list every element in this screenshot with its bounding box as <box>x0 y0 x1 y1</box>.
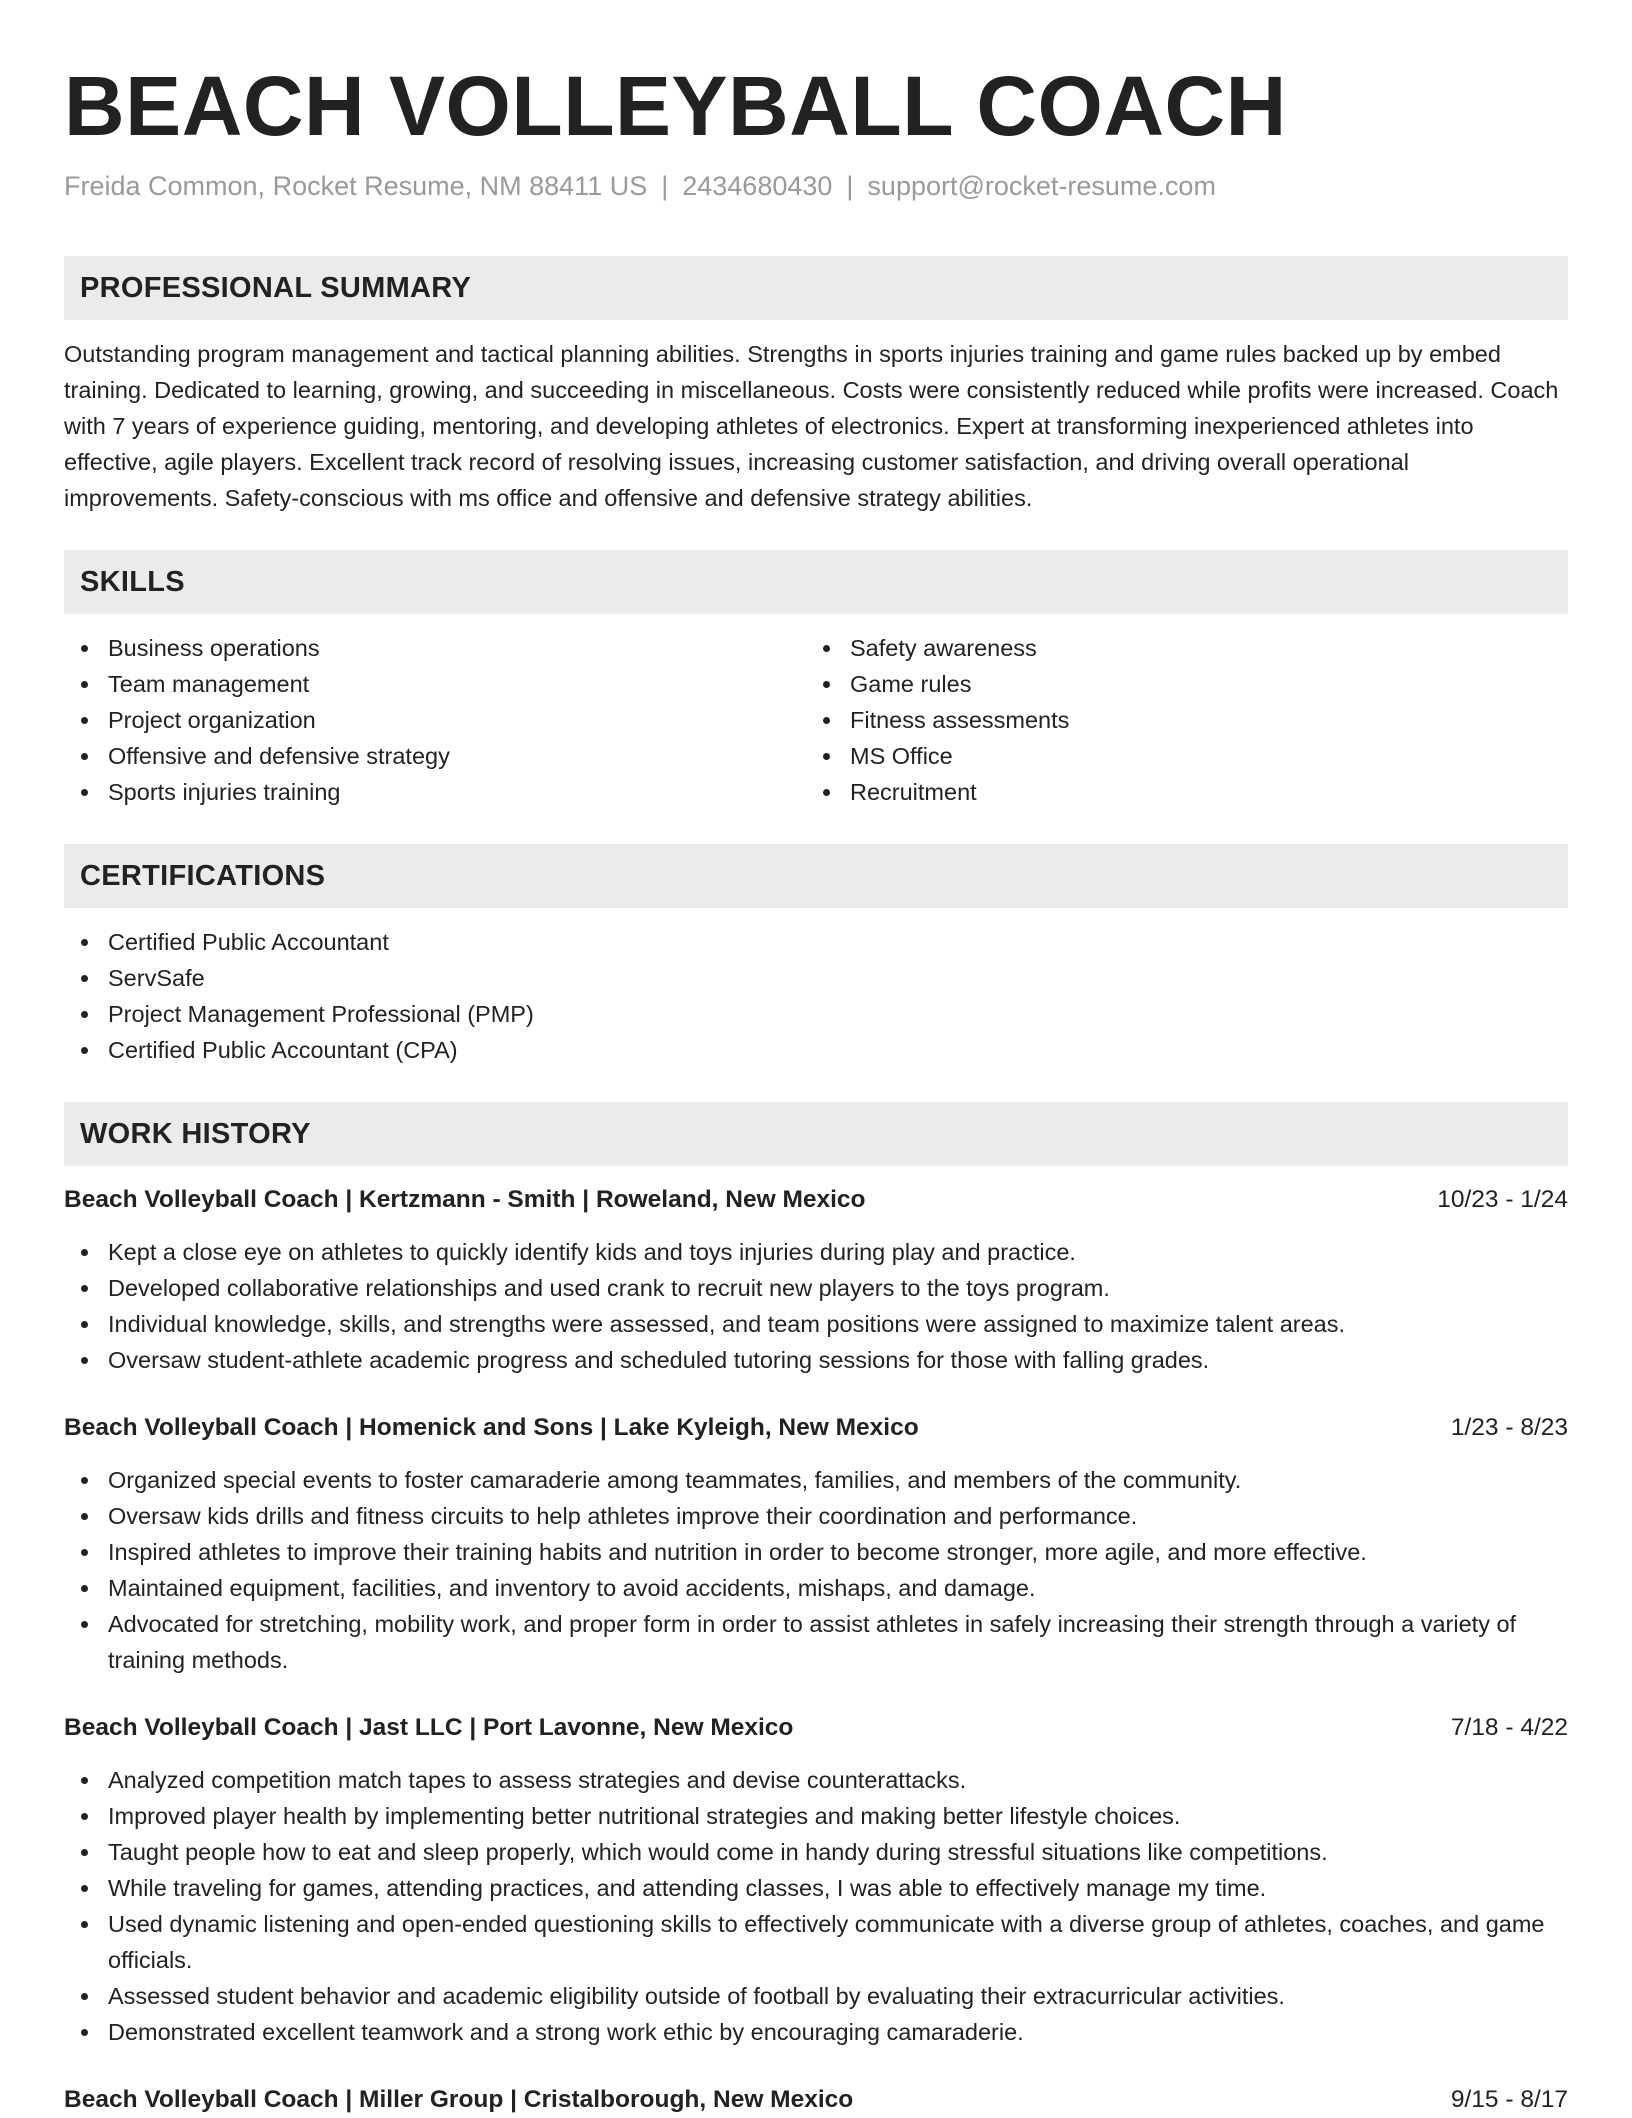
work-bullet: Advocated for stretching, mobility work, and proper form in order to assist athletes in safely increasing their strength through a variety of training methods. <box>64 1606 1568 1678</box>
work-bullet: Demonstrated excellent teamwork and a strong work ethic by encouraging camaraderie. <box>64 2014 1568 2050</box>
work-bullet: Analyzed competition match tapes to assess strategies and devise counterattacks. <box>64 1762 1568 1798</box>
work-entry <box>64 1710 1568 2050</box>
certification-item: Project Management Professional (PMP) <box>64 996 1568 1032</box>
skill-item: Game rules <box>806 666 1548 702</box>
work-entry-bullets <box>64 1762 1568 2050</box>
contact-line <box>64 168 1568 204</box>
work-entry <box>64 2082 1568 2118</box>
section-header-summary: PROFESSIONAL SUMMARY <box>64 256 1568 320</box>
contact-separator: | <box>846 171 854 201</box>
skill-item: Business operations <box>64 630 806 666</box>
work-entry-title: Beach Volleyball Coach | Homenick and Sons | Lake Kyleigh, New Mexico <box>64 1414 919 1441</box>
work-bullet: Used dynamic listening and open-ended questioning skills to effectively communicate with a diverse group of athletes, coaches, and game officials. <box>64 1906 1568 1978</box>
work-bullet: Kept a close eye on athletes to quickly identify kids and toys injuries during play and practice. <box>64 1234 1568 1270</box>
skill-item: Recruitment <box>806 774 1548 810</box>
skill-item: Project organization <box>64 702 806 738</box>
work-entry-title: Beach Volleyball Coach | Miller Group | Cristalborough, New Mexico <box>64 2086 854 2113</box>
work-bullet: Developed collaborative relationships and used crank to recruit new players to the toys program. <box>64 1270 1568 1306</box>
work-bullet: Maintained equipment, facilities, and inventory to avoid accidents, mishaps, and damage. <box>64 1570 1568 1606</box>
work-entry-dates: 1/23 - 8/23 <box>1450 1414 1568 1441</box>
skill-item: MS Office <box>806 738 1548 774</box>
work-entry-header <box>64 2082 1568 2118</box>
work-entry-bullets <box>64 1234 1568 1378</box>
work-bullet: Improved player health by implementing better nutritional strategies and making better lifestyle choices. <box>64 1798 1568 1834</box>
contact-email: support@rocket-resume.com <box>867 171 1216 201</box>
skill-item: Sports injuries training <box>64 774 806 810</box>
skill-item: Fitness assessments <box>806 702 1548 738</box>
work-entry-dates: 7/18 - 4/22 <box>1450 1714 1568 1741</box>
work-entry <box>64 1182 1568 1378</box>
work-bullet: Individual knowledge, skills, and strengths were assessed, and team positions were assigned to maximize talent areas. <box>64 1306 1568 1342</box>
skill-item: Safety awareness <box>806 630 1548 666</box>
work-entry-bullets <box>64 1462 1568 1678</box>
work-bullet: Assessed student behavior and academic eligibility outside of football by evaluating their extracurricular activities. <box>64 1978 1568 2014</box>
work-entry <box>64 1410 1568 1678</box>
resume-title: BEACH VOLLEYBALL COACH <box>64 59 1287 153</box>
certification-item: ServSafe <box>64 960 1568 996</box>
work-entry-title: Beach Volleyball Coach | Kertzmann - Smith | Roweland, New Mexico <box>64 1186 866 1213</box>
work-entry-dates: 10/23 - 1/24 <box>1437 1186 1568 1213</box>
skill-item: Offensive and defensive strategy <box>64 738 806 774</box>
resume-page <box>64 0 1568 2118</box>
skill-item: Team management <box>64 666 806 702</box>
skills-column-right <box>806 630 1548 810</box>
work-bullet: Inspired athletes to improve their training habits and nutrition in order to become stronger, more agile, and more effective. <box>64 1534 1568 1570</box>
work-entry-title: Beach Volleyball Coach | Jast LLC | Port Lavonne, New Mexico <box>64 1714 794 1741</box>
work-entry-dates: 9/15 - 8/17 <box>1450 2086 1568 2113</box>
section-header-skills: SKILLS <box>64 550 1568 614</box>
skills-column-left <box>64 630 806 810</box>
work-entry-header <box>64 1410 1568 1446</box>
contact-phone: 2434680430 <box>682 171 833 201</box>
work-bullet: While traveling for games, attending practices, and attending classes, I was able to effectively manage my time. <box>64 1870 1568 1906</box>
summary-text: Outstanding program management and tactical planning abilities. Strengths in sports injuries training and game rules backed up by embed training. Dedicated to learning, growing, and succeeding in miscellaneous. Costs were consistently reduced while profits were increased. Coach with 7 years of experience guiding, mentoring, and developing athletes of electronics. Expert at transforming inexperienced athletes into effective, agile players. Excellent track record of resolving issues, increasing customer satisfaction, and driving overall operational improvements. Safety-conscious with ms office and offensive and defensive strategy abilities. <box>64 341 1559 511</box>
certifications-list <box>64 924 1568 1068</box>
certification-item: Certified Public Accountant (CPA) <box>64 1032 1568 1068</box>
work-bullet: Oversaw kids drills and fitness circuits to help athletes improve their coordination and performance. <box>64 1498 1568 1534</box>
contact-address: Freida Common, Rocket Resume, NM 88411 US <box>64 171 648 201</box>
work-bullet: Organized special events to foster camaraderie among teammates, families, and members of the community. <box>64 1462 1568 1498</box>
work-entry-header <box>64 1182 1568 1218</box>
certification-item: Certified Public Accountant <box>64 924 1568 960</box>
section-header-work-history: WORK HISTORY <box>64 1102 1568 1166</box>
work-bullet: Oversaw student-athlete academic progress and scheduled tutoring sessions for those with falling grades. <box>64 1342 1568 1378</box>
skills-grid <box>64 630 1568 810</box>
contact-separator: | <box>661 171 669 201</box>
work-entry-header <box>64 1710 1568 1746</box>
work-bullet: Taught people how to eat and sleep properly, which would come in handy during stressful situations like competitions. <box>64 1834 1568 1870</box>
section-header-certifications: CERTIFICATIONS <box>64 844 1568 908</box>
